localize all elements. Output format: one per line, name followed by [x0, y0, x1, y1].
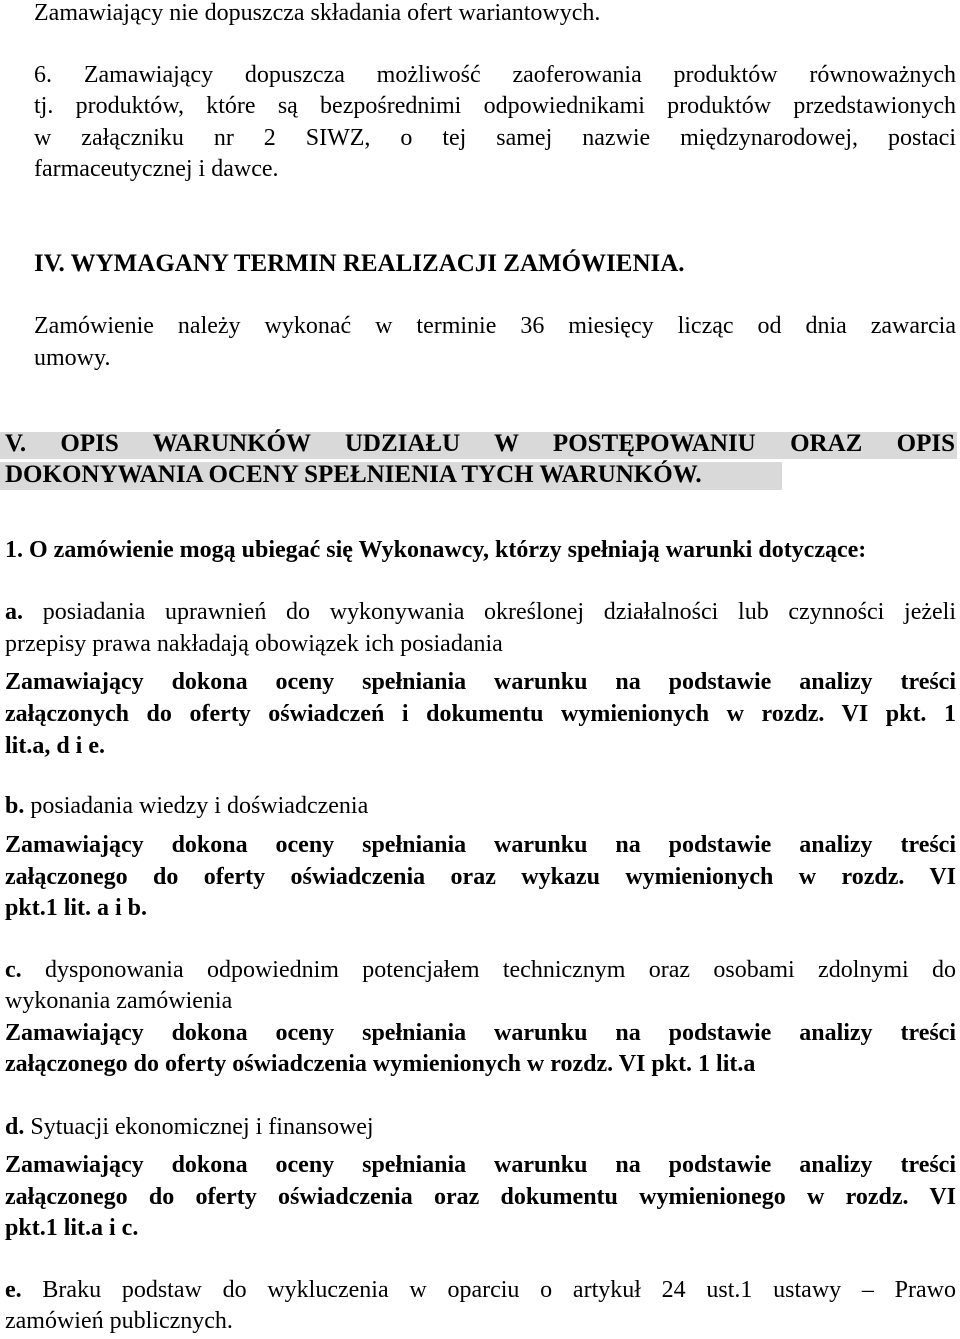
- item-b-label: b.: [5, 793, 25, 819]
- item-c-line-2: wykonania zamówienia: [5, 988, 233, 1014]
- item-b-line-1: [5, 790, 368, 822]
- item-d-line-2: Zamawiający dokona oceny spełniania warunku na podstawie analizy treści: [5, 1152, 956, 1178]
- point-6-line-3: w załączniku nr 2 SIWZ, o tej samej nazwie międzynarodowej, postaci: [34, 125, 956, 151]
- item-d-label: d.: [5, 1114, 25, 1140]
- point-1-heading: 1. O zamówienie mogą ubiegać się Wykonawcy, którzy spełniają warunki dotyczące:: [5, 537, 867, 563]
- item-a-line-1: [5, 596, 956, 628]
- item-b-line-3: załączonego do oferty oświadczenia oraz wykazu wymienionych w rozdz. VI: [5, 864, 956, 890]
- point-6-line-2: tj. produktów, które są bezpośrednimi odpowiednikami produktów przedstawionych: [34, 93, 956, 119]
- item-c-title: dysponowania odpowiednim potencjałem technicznym oraz osobami zdolnymi do: [44, 957, 957, 983]
- item-a-label: a.: [5, 599, 23, 625]
- item-e-line-1: [5, 1274, 956, 1306]
- item-c-line-1: [5, 954, 956, 986]
- item-a-line-4: załączonych do oferty oświadczeń i dokumentu wymienionych w rozdz. VI pkt. 1: [5, 701, 956, 727]
- item-d-line-1: [5, 1111, 374, 1143]
- item-c-line-3: Zamawiający dokona oceny spełniania warunku na podstawie analizy treści: [5, 1020, 956, 1046]
- point-6-line-1: 6. Zamawiający dopuszcza możliwość zaoferowania produktów równoważnych: [34, 62, 956, 88]
- item-d-title: Sytuacji ekonomicznej i finansowej: [30, 1114, 374, 1140]
- item-b-title: posiadania wiedzy i doświadczenia: [30, 793, 369, 819]
- item-e-line-2: zamówień publicznych.: [5, 1308, 233, 1334]
- item-a-line-3: Zamawiający dokona oceny spełniania warunku na podstawie analizy treści: [5, 669, 956, 695]
- item-b-line-4: pkt.1 lit. a i b.: [5, 895, 148, 921]
- item-d-line-4: pkt.1 lit.a i c.: [5, 1215, 139, 1241]
- item-e-label: e.: [5, 1277, 22, 1303]
- item-b-line-2: Zamawiający dokona oceny spełniania warunku na podstawie analizy treści: [5, 832, 956, 858]
- item-c-line-4: załączonego do oferty oświadczenia wymienionych w rozdz. VI pkt. 1 lit.a: [5, 1051, 756, 1077]
- item-c-label: c.: [5, 957, 22, 983]
- item-a-line-5: lit.a, d i e.: [5, 733, 105, 759]
- item-d-line-3: załączonego do oferty oświadczenia oraz dokumentu wymienionego w rozdz. VI: [5, 1184, 956, 1210]
- section-v-heading-line-2: DOKONYWANIA OCENY SPEŁNIENIA TYCH WARUNKÓW.: [5, 461, 702, 488]
- point-6-line-4: farmaceutycznej i dawce.: [34, 156, 279, 182]
- item-a-title: posiadania uprawnień do wykonywania określonej działalności lub czynności jeżeli: [42, 599, 956, 625]
- section-iv-text-2: umowy.: [34, 345, 111, 371]
- text-line: Zamawiający nie dopuszcza składania ofert wariantowych.: [34, 0, 601, 26]
- section-iv-text-1: Zamówienie należy wykonać w terminie 36 miesięcy licząc od dnia zawarcia: [34, 313, 956, 339]
- item-a-line-2: przepisy prawa nakładają obowiązek ich posiadania: [5, 631, 503, 657]
- section-iv-heading: IV. WYMAGANY TERMIN REALIZACJI ZAMÓWIENIA.: [34, 250, 685, 277]
- item-e-title: Braku podstaw do wykluczenia w oparciu o artykuł 24 ust.1 ustawy – Prawo: [42, 1277, 957, 1303]
- section-v-heading-line-1: V. OPIS WARUNKÓW UDZIAŁU W POSTĘPOWANIU ORAZ OPIS: [5, 430, 955, 457]
